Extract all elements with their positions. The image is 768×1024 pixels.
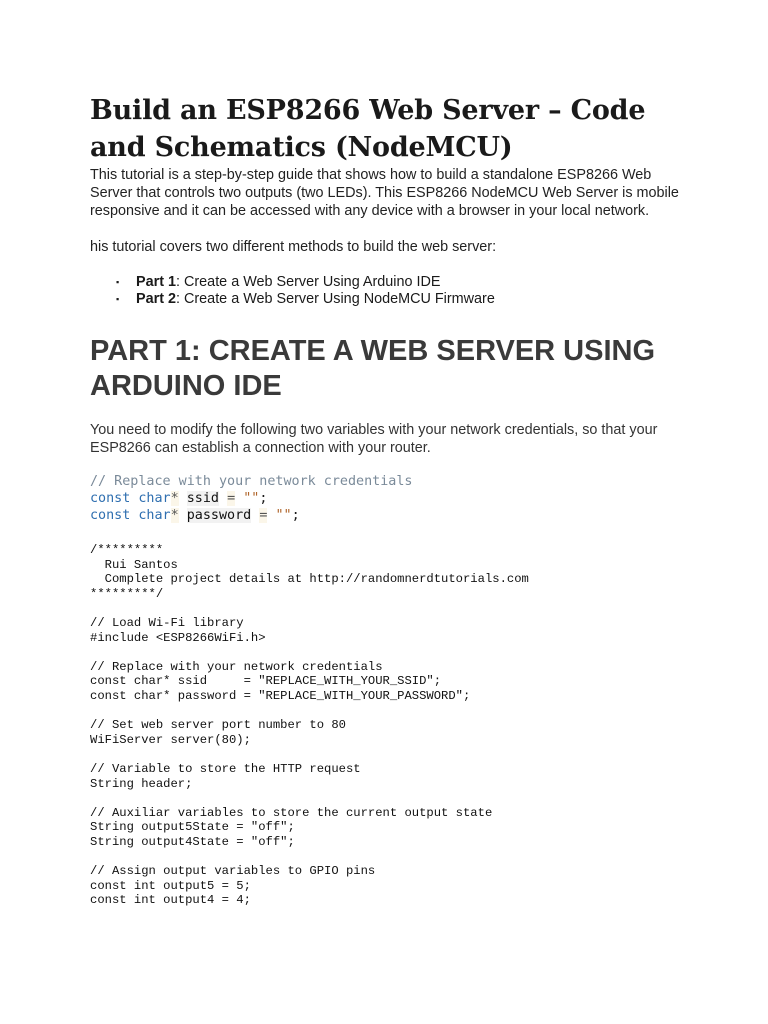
code-line: WiFiServer server(80);: [90, 732, 251, 747]
credentials-paragraph: You need to modify the following two variables with your network credentials, so that your ESP8266 can establish a connection with your router.: [90, 422, 658, 456]
snippet-line-password: [90, 507, 690, 524]
section-heading: PART 1: CREATE A WEB SERVER USING ARDUINO IDE: [90, 335, 656, 402]
code-line: const int output5 = 5;: [90, 878, 251, 893]
credentials-snippet: [90, 473, 690, 524]
code-line: #include <ESP8266WiFi.h>: [90, 630, 266, 645]
identifier: password: [186, 508, 252, 523]
code-line: [90, 791, 690, 806]
keyword: const: [90, 508, 131, 523]
bullet-square-icon: ▪: [116, 294, 120, 304]
keyword: const: [90, 491, 131, 506]
code-line: [90, 704, 690, 719]
code-line: // Variable to store the HTTP request: [90, 761, 361, 776]
string-literal: "": [275, 508, 292, 523]
code-line: *********/: [90, 586, 164, 601]
string-literal: "": [243, 491, 260, 506]
code-line: // Replace with your network credentials: [90, 659, 383, 674]
snippet-line-ssid: [90, 490, 690, 507]
code-line: String output4State = "off";: [90, 834, 295, 849]
document-page: [90, 92, 690, 908]
code-line: String output5State = "off";: [90, 820, 295, 835]
code-line: [90, 601, 690, 616]
code-line: String header;: [90, 776, 193, 791]
keyword: char: [138, 491, 171, 506]
code-line: Rui Santos: [90, 557, 178, 572]
code-line: // Auxiliar variables to store the current output state: [90, 805, 493, 820]
code-listing: [90, 543, 690, 908]
code-line: // Load Wi-Fi library: [90, 615, 244, 630]
identifier: ssid: [186, 491, 219, 506]
article-title: Build an ESP8266 Web Server – Code and Schematics (NodeMCU): [90, 95, 646, 163]
code-line: Complete project details at http://randomnerdtutorials.com: [90, 572, 529, 587]
bullet-square-icon: ▪: [116, 277, 120, 287]
semicolon: ;: [259, 491, 268, 506]
intro-paragraph: This tutorial is a step-by-step guide that shows how to build a standalone ESP8266 Web Server that controls two outputs (two LEDs). This ESP8266 NodeMCU Web Server is mobile responsive and it can be accessed with any device with a browser in your local network.: [90, 167, 679, 219]
list-item-bold: Part 2: [136, 291, 176, 307]
code-line: /*********: [90, 543, 164, 557]
code-line: // Assign output variables to GPIO pins: [90, 864, 376, 879]
assign-op: =: [227, 491, 236, 506]
pointer-op: *: [170, 508, 179, 523]
code-line: const char* ssid = "REPLACE_WITH_YOUR_SSID";: [90, 674, 442, 689]
list-item: [116, 291, 690, 308]
code-line: [90, 645, 690, 660]
code-line: [90, 849, 690, 864]
code-line: const int output4 = 4;: [90, 893, 251, 908]
code-line: const char* password = "REPLACE_WITH_YOUR_PASSWORD";: [90, 688, 471, 703]
list-item-text: : Create a Web Server Using NodeMCU Firmware: [176, 291, 495, 307]
list-item: [116, 274, 690, 291]
methods-paragraph: his tutorial covers two different methods to build the web server:: [90, 239, 497, 255]
code-line: // Set web server port number to 80: [90, 718, 346, 733]
methods-list: [90, 274, 690, 308]
assign-op: =: [259, 508, 268, 523]
list-item-text: : Create a Web Server Using Arduino IDE: [176, 274, 441, 290]
keyword: char: [138, 508, 171, 523]
pointer-op: *: [170, 491, 179, 506]
snippet-comment: // Replace with your network credentials: [90, 474, 413, 489]
semicolon: ;: [291, 508, 300, 523]
code-line: [90, 747, 690, 762]
list-item-bold: Part 1: [136, 274, 176, 290]
